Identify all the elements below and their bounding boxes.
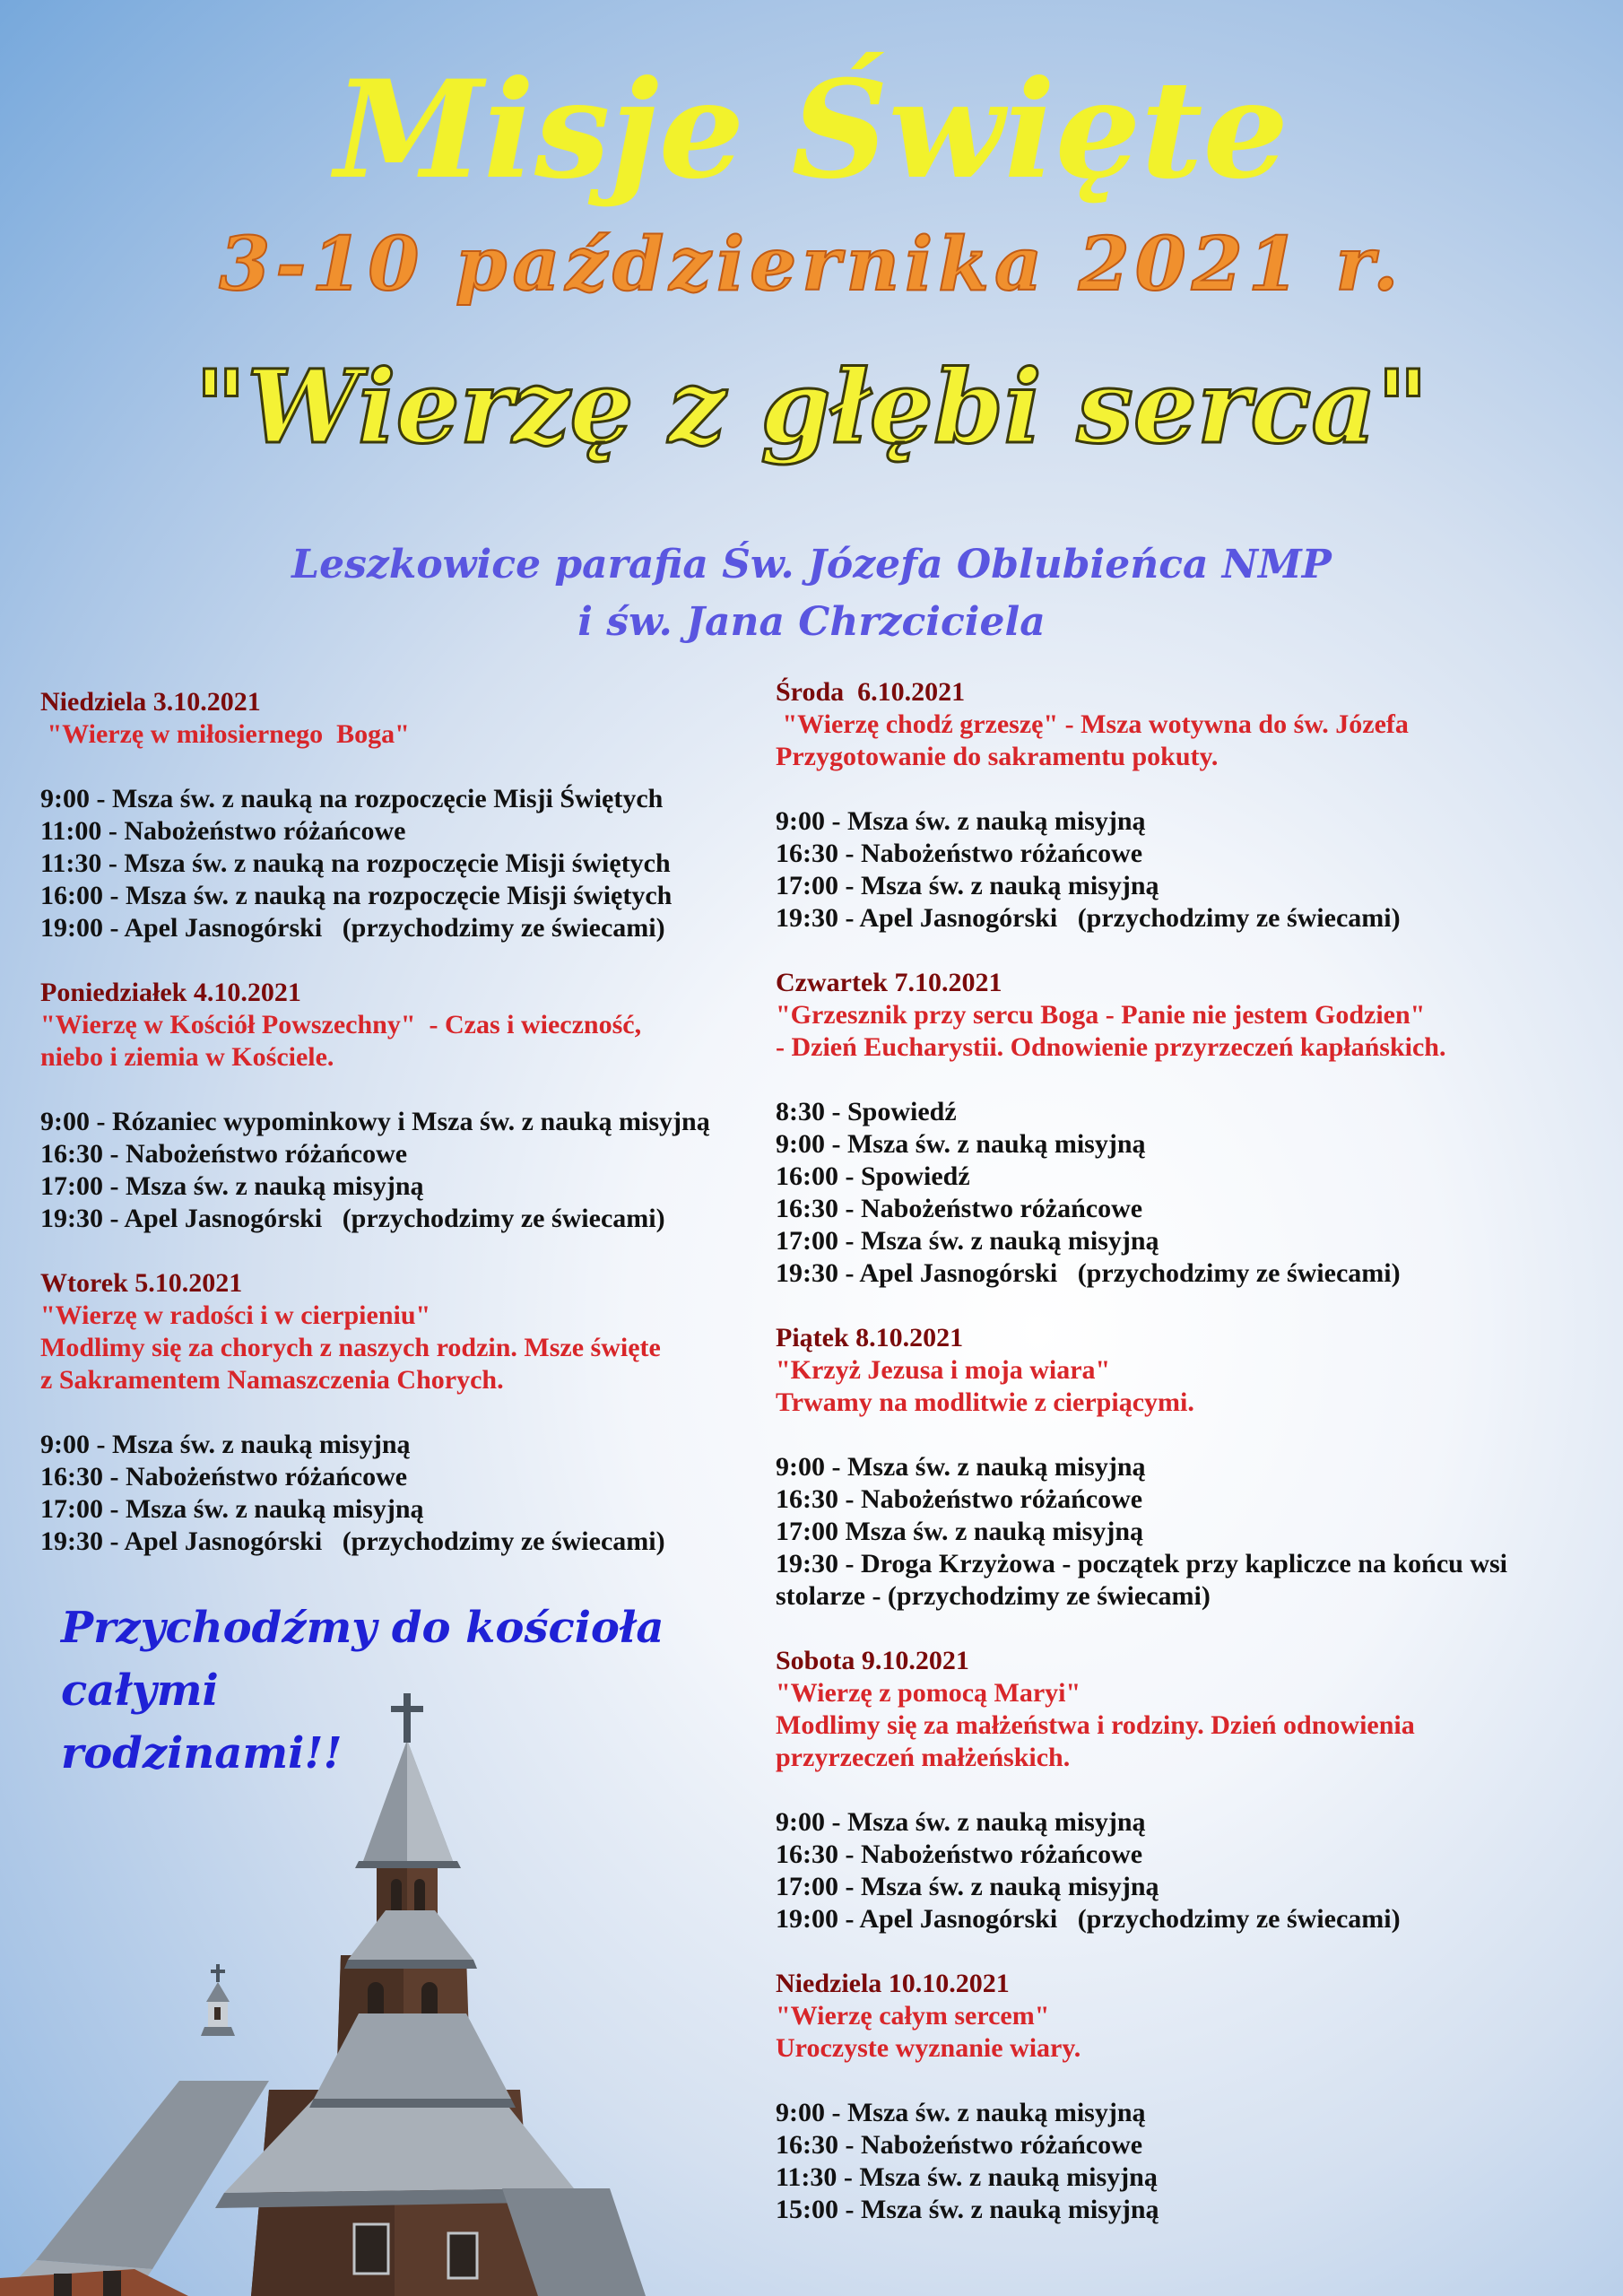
day-block-tuesday-5 <box>40 1267 776 1558</box>
schedule-entry: 16:00 - Msza św. z nauką na rozpoczęcie Misji świętych <box>40 881 673 910</box>
parish-line-2: i św. Jana Chrzciciela <box>577 599 1046 645</box>
mission-motto: "Wierzę z głębi serca" <box>194 349 1429 466</box>
schedule-entry: 17:00 Msza św. z nauką misyjną <box>776 1517 1144 1546</box>
schedule-entry: 16:30 - Nabożeństwo różańcowe <box>776 2130 1143 2160</box>
day-theme: Trwamy na modlitwie z cierpiącymi. <box>776 1387 1194 1417</box>
schedule-entry: 9:00 - Msza św. z nauką misyjną <box>40 1430 411 1459</box>
slogan-line-1: Przychodźmy do kościoła całymi <box>61 1603 664 1716</box>
schedule-left-column <box>40 686 776 1590</box>
schedule-entry: 17:00 - Msza św. z nauką misyjną <box>40 1494 424 1524</box>
day-theme: "Wierzę w radości i w cierpieniu" <box>40 1300 431 1330</box>
schedule-entry: 17:00 - Msza św. z nauką misyjną <box>776 871 1159 900</box>
schedule-entry: 19:30 - Apel Jasnogórski (przychodzimy ze świecami) <box>776 1258 1401 1288</box>
day-theme: z Sakramentem Namaszczenia Chorych. <box>40 1365 504 1395</box>
schedule-entry: 17:00 - Msza św. z nauką misyjną <box>776 1226 1159 1256</box>
schedule-entry: 16:30 - Nabożeństwo różańcowe <box>40 1139 408 1169</box>
schedule-entry: 9:00 - Msza św. z nauką misyjną <box>776 2098 1146 2127</box>
cross-icon <box>391 1693 423 1743</box>
schedule-right-column <box>776 676 1583 2258</box>
schedule-entry: 19:30 - Apel Jasnogórski (przychodzimy ze świecami) <box>776 903 1401 933</box>
small-turret <box>201 1964 235 2036</box>
schedule-entry: 9:00 - Msza św. z nauką misyjną <box>776 1807 1146 1837</box>
schedule-entry: 19:00 - Apel Jasnogórski (przychodzimy ze świecami) <box>40 913 665 943</box>
schedule-entry: 16:30 - Nabożeństwo różańcowe <box>776 1194 1143 1223</box>
schedule-entry: 9:00 - Rózaniec wypominkowy i Msza św. z nauką misyjną <box>40 1107 710 1136</box>
day-block-wednesday-6 <box>776 676 1583 935</box>
schedule-entry: 19:30 - Droga Krzyżowa - początek przy kapliczce na końcu wsi <box>776 1549 1508 1578</box>
schedule-entry: stolarze - (przychodzimy ze świecami) <box>776 1581 1211 1611</box>
day-heading: Poniedziałek 4.10.2021 <box>40 978 301 1007</box>
day-theme: "Wierzę całym sercem" <box>776 2001 1050 2031</box>
schedule-entry: 17:00 - Msza św. z nauką misyjną <box>40 1171 424 1201</box>
day-block-saturday-9 <box>776 1645 1583 1935</box>
schedule-entry: 19:30 - Apel Jasnogórski (przychodzimy ze świecami) <box>40 1204 665 1233</box>
schedule-entry: 11:30 - Msza św. z nauką misyjną <box>776 2162 1158 2192</box>
schedule-entry: 9:00 - Msza św. z nauką misyjną <box>776 806 1146 836</box>
schedule-entry: 9:00 - Msza św. z nauką misyjną <box>776 1452 1146 1482</box>
nave-roof-left <box>36 2081 269 2269</box>
mission-dates: 3-10 października 2021 r. <box>219 222 1404 308</box>
schedule-entry: 16:30 - Nabożeństwo różańcowe <box>776 1484 1143 1514</box>
day-theme: "Wierzę w Kościół Powszechny" - Czas i wieczność, <box>40 1010 642 1039</box>
day-heading: Niedziela 10.10.2021 <box>776 1969 1010 1998</box>
schedule-entry: 8:30 - Spowiedź <box>776 1097 957 1126</box>
day-theme: "Grzesznik przy sercu Boga - Panie nie jestem Godzien" <box>776 1000 1426 1030</box>
day-theme: Modlimy się za chorych z naszych rodzin. Msze święte <box>40 1333 661 1362</box>
day-theme: niebo i ziemia w Kościele. <box>40 1042 334 1072</box>
schedule-entry: 15:00 - Msza św. z nauką misyjną <box>776 2195 1159 2224</box>
schedule-entry: 16:30 - Nabożeństwo różańcowe <box>776 839 1143 868</box>
schedule-entry: 16:00 - Spowiedź <box>776 1161 970 1191</box>
day-heading: Wtorek 5.10.2021 <box>40 1268 243 1298</box>
day-block-monday-4 <box>40 977 776 1235</box>
parish-name <box>0 536 1623 651</box>
day-theme: "Krzyż Jezusa i moja wiara" <box>776 1355 1111 1385</box>
day-theme: Przygotowanie do sakramentu pokuty. <box>776 742 1219 771</box>
day-theme: "Wierzę w miłosiernego Boga" <box>40 719 410 749</box>
parish-line-1: Leszkowice parafia Św. Józefa Oblubieńca NMP <box>291 542 1332 587</box>
schedule-entry: 9:00 - Msza św. z nauką na rozpoczęcie Misji Świętych <box>40 784 664 813</box>
schedule-entry: 19:00 - Apel Jasnogórski (przychodzimy ze świecami) <box>776 1904 1401 1934</box>
schedule-entry: 17:00 - Msza św. z nauką misyjną <box>776 1872 1159 1901</box>
day-theme: przyrzeczeń małżeńskich. <box>776 1743 1071 1772</box>
slogan-line-2: rodzinami!! <box>61 1728 343 1779</box>
schedule-entry: 19:30 - Apel Jasnogórski (przychodzimy ze świecami) <box>40 1526 665 1556</box>
schedule-entry: 11:00 - Nabożeństwo różańcowe <box>40 816 406 846</box>
day-heading: Piątek 8.10.2021 <box>776 1323 964 1352</box>
day-heading: Środa 6.10.2021 <box>776 677 966 707</box>
day-heading: Niedziela 3.10.2021 <box>40 687 261 717</box>
day-theme: "Wierzę z pomocą Maryi" <box>776 1678 1081 1708</box>
day-block-thursday-7 <box>776 967 1583 1290</box>
day-theme: Uroczyste wyznanie wiary. <box>776 2033 1081 2063</box>
day-theme: Modlimy się za małżeństwa i rodziny. Dzień odnowienia <box>776 1710 1415 1740</box>
schedule-entry: 16:30 - Nabożeństwo różańcowe <box>776 1839 1143 1869</box>
day-theme: "Wierzę chodź grzeszę" - Msza wotywna do św. Józefa <box>776 709 1409 739</box>
day-heading: Sobota 9.10.2021 <box>776 1646 969 1675</box>
poster-title: Misje Święte <box>334 51 1289 209</box>
schedule-entry: 9:00 - Msza św. z nauką misyjną <box>776 1129 1146 1159</box>
day-block-sunday-10 <box>776 1968 1583 2226</box>
day-block-friday-8 <box>776 1322 1583 1613</box>
schedule-entry: 16:30 - Nabożeństwo różańcowe <box>40 1462 408 1492</box>
church-illustration <box>0 1686 681 2296</box>
schedule-entry: 11:30 - Msza św. z nauką na rozpoczęcie Misji świętych <box>40 848 671 878</box>
day-theme: - Dzień Eucharystii. Odnowienie przyrzeczeń kapłańskich. <box>776 1032 1446 1062</box>
day-heading: Czwartek 7.10.2021 <box>776 968 1002 997</box>
day-block-sunday-3 <box>40 686 776 944</box>
